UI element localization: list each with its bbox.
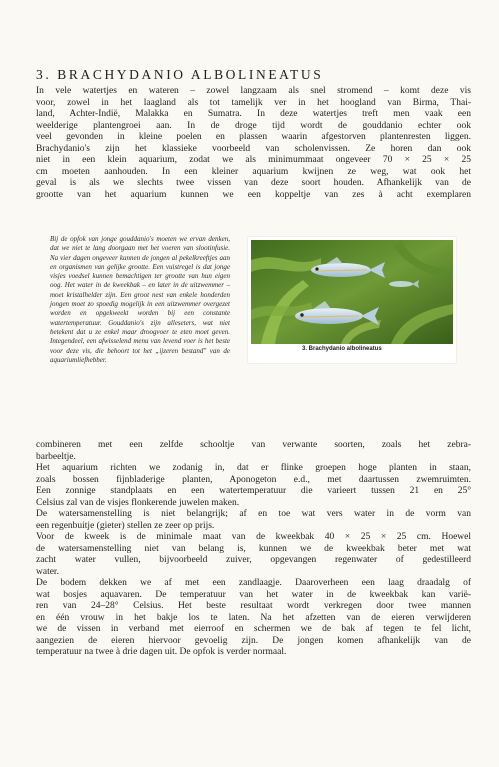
text-line: aangezien de eieren hiervoor gevoelig zijn. De jongen komen afhankelijk van de xyxy=(36,635,471,646)
text-line: zoals bossen fijnbladerige planten, Aponogeton e.d., met daartussen zwemruimten. xyxy=(36,474,471,485)
text-line: wat bosjes aquavaren. De temperatuur van het water in de kweekbak kan varië- xyxy=(36,589,471,600)
intro-paragraph xyxy=(36,86,471,201)
text-line: grootte van het aquarium kunnen we een koppeltje van zes à acht exemplaren xyxy=(36,189,471,200)
chapter-heading: 3. BRACHYDANIO ALBOLINEATUS xyxy=(36,67,324,83)
fish-photo xyxy=(248,237,456,363)
text-line: geval is als we slechts twee vissen van deze soort houden. Afhankelijk van de xyxy=(36,178,471,188)
text-line: Voor de kweek is de minimale maat van de kweekbak 40 × 25 × 25 cm. Hoewel xyxy=(36,532,471,542)
text-line: temperatuur na twee à drie dagen uit. De opfok is verder normaal. xyxy=(36,647,287,657)
text-line: zacht water vullen, bijvoorbeeld zuiver, opgevangen regenwater of gedestilleerd xyxy=(36,555,471,565)
text-line: de watersamenstelling niet van belang is, kunnen we de kweekbak beter met wat xyxy=(36,543,471,554)
text-line: land, Achter-Indië, Malakka en Sumatra. In deze watertjes treft men vaak een xyxy=(36,109,471,119)
fish-photo-illustration xyxy=(251,240,453,344)
text-line: Brachydanio's zijn het klassieke voorbeeld van scholenvissen. Ze horen dan ook xyxy=(36,143,471,154)
text-line: ren van 24–28° Celsius. Het beste resultaat wordt verkregen door twee mannen xyxy=(36,601,471,611)
text-line: veel gevonden in kleine poelen en plassen waarin afgestorven plantenresten liggen. xyxy=(36,132,471,142)
text-line: voor, zowel in het laagland als tot tamelijk ver in het hoogland van Birma, Thai- xyxy=(36,97,471,108)
text-line: Een zonnige standplaats en een watertemperatuur die varieert tussen 21 en 25° xyxy=(36,486,471,496)
text-line: water. xyxy=(36,566,59,577)
sidebar-note: Bij de opfok van jonge gouddanio's moeten we ervan denken, dat we niet te lang doorgaan met het voeren van slootinfusie. Na vier dagen ongeveer kunnen de jongen al pekelkreeftjes aan en organismen van gelijke grootte. Een vuistregel is dat jonge visjes voedsel kunnen bemachtigen ter grootte van hun eigen oog. Het water in de kweekbak – en later in de uitzwemmer – moet kristalhelder zijn. Een groot nest van enkele honderden jongen moet zo spoedig mogelijk in een uitzwemmer overgezet worden en opgekweekt worden bij een constante watertemperatuur. Gouddanio's zijn alleseters, wat niet betekent dat u ze enkel maar droogvoer te eten moet geven. Integendeel, een afwisselend menu van levend voer is het beste voor deze vis, die behoort tot het „ijzeren bestand" van de aquariumliefhebber. xyxy=(50,235,230,364)
lower-paragraph xyxy=(36,440,471,659)
photo-caption: 3. Brachydanio albolineatus xyxy=(302,346,382,352)
text-line: weelderige plantengroei aan. In de droge tijd wordt de gouddanio echter ook xyxy=(36,120,471,131)
text-line: De watersamenstelling is niet belangrijk; af en toe wat vers water in de vorm van xyxy=(36,509,471,519)
text-line: Het aquarium richten we zodanig in, dat er flinke groepen hoge planten in staan, xyxy=(36,463,471,473)
text-line: en één vrouw in het bakje los te laten. Na het afzetten van de eieren verwijderen xyxy=(36,612,471,623)
text-line: we de vissen in verband met eierroof en schermen we de bak af tegen te fel licht, xyxy=(36,624,471,634)
text-line: niet in een klein aquarium, zodat we als minimummaat ongeveer 70 × 25 × 25 xyxy=(36,155,471,165)
text-line: cm moeten aanhouden. In een kleiner aquarium kwijnen ze weg, wat ook het xyxy=(36,166,471,177)
text-line: De bodem dekken we af met een zandlaagje. Daaroverheen een laag draadalg of xyxy=(36,578,471,588)
text-line: combineren met een zelfde schooltje van verwante soorten, zoals het zebra- xyxy=(36,440,471,450)
text-line: een regenbuitje (gieter) stellen ze zeer op prijs. xyxy=(36,520,215,531)
text-line: barbeeltje. xyxy=(36,451,76,462)
text-line: Celsius zal van de visjes flonkerende juwelen maken. xyxy=(36,497,240,508)
text-line: In vele watertjes en wateren – zowel langzaam als snel stromend – komt deze vis xyxy=(36,86,471,96)
